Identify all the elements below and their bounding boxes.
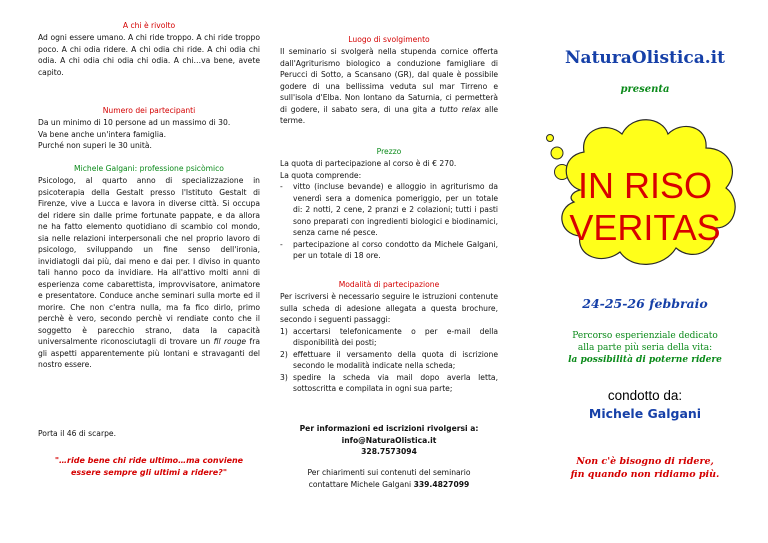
subtitle-line: alla parte più seria della vita: [577, 343, 713, 353]
subtitle-line: Percorso esperienziale dedicato [572, 331, 718, 341]
bio-text-a: Psicologo, al quarto anno di specializzazione in psicoterapia della Gestalt presso l'Istituto Gestalt di Firenze, vive a Lucca e lavora in diverse città. Si occupa del ridere sin dalle prime fortunate pappate, e da allora ne ha fatto elemento quotidiano di scambio col mondo, sia nelle relazioni interpersonali che nel proprio lavoro di psicologo, sviluppando un fine senso dell'ironia, invidiatogli dai più, dai meno e dai per. I diviso in quanto tali hanno poco da invidiare. Ha all'attivo molti anni di esperienza come cabarettista, improvvisatore, animatore e presentatore. Conduce anche seminari sulla morte ed il morire. Che non c'entra nulla, ma fa fico dirlo, primo perchè è vero, secondo perchè vi rendiate conto che il soggetto è parecchio strano, data la capacità universalmente riconosciutagli di trovare un [38, 176, 260, 346]
price-includes [280, 181, 498, 262]
conductor-name: Michele Galgani [588, 406, 702, 421]
title-line-2: VERITAS [569, 207, 721, 248]
middle-panel [280, 0, 498, 543]
list-item: 1) accertarsi telefonicamente o per e-mail della disponibilità dei posti; [280, 326, 498, 347]
info-block [280, 423, 498, 458]
venue-heading: Luogo di svolgimento [348, 35, 430, 44]
left-panel [38, 0, 260, 543]
list-item: - partecipazione al corso condotto da Michele Galgani, per un totale di 18 ore. [280, 239, 498, 260]
participants-line: Purché non superi le 30 unità. [38, 141, 152, 150]
event-dates: 24-25-26 febbraio [582, 296, 708, 311]
participation-steps [280, 326, 498, 395]
price-line: La quota di partecipazione al corso è di € 270. [280, 159, 457, 168]
info-email[interactable]: info@NaturaOlistica.it [341, 435, 437, 445]
bio-last: Porta il 46 di scarpe. [38, 429, 116, 438]
list-item: - vitto (incluse bevande) e alloggio in agriturismo da venerdì sera a domenica pomeriggio, per un totale di: 2 notti, 2 cene, 2 pranzi e 2 colazioni; tutti i pasti sono preparati con ingredienti biologici e biodinamici, senza carne né pesce. [280, 182, 498, 237]
participation-text: Per iscriversi è necessario seguire le istruzioni contenute sulla scheda di adesione allegata a questa brochure, secondo i seguenti passaggi: [280, 292, 498, 324]
bio-heading: Michele Galgani: professione psicòmico [74, 164, 224, 173]
venue-text-main: Il seminario si svolgerà nella stupenda cornice offerta dall'Agriturismo biologico a conduzione famigliare di Perucci di Sotto, a Scansano (GR), dal quale è possibile godere di una bellissima veduta sul mar Tirreno e sull'isola d'Elba. Non lontano da Saturnia, ci permetterà di godere, il sabato sera, di una gita [280, 47, 498, 114]
info-phone: 328.7573094 [361, 447, 417, 456]
participants-heading: Numero dei partecipanti [102, 106, 196, 115]
price-block [280, 158, 498, 262]
participation-block [280, 291, 498, 395]
list-item: 3) spedire la scheda via mail dopo averla letta, sottoscritta e compilata in ogni sua parte; [280, 372, 498, 393]
contact-name: contattare Michele Galgani [308, 479, 412, 489]
participants-line: Da un minimo di 10 persone ad un massimo di 30. [38, 118, 231, 127]
contact-block [280, 467, 498, 490]
bio-text [38, 175, 260, 371]
venue-text-end: alle terme. [280, 104, 498, 125]
thought-bubble-medium [551, 147, 563, 159]
subtitle-emphasis: la possibilità di poterne ridere [568, 355, 722, 365]
title-line-1: IN RISO [577, 165, 712, 206]
target-heading: A chi è rivolto [122, 21, 176, 30]
contact-line: Per chiarimenti sui contenuti del seminario [307, 468, 471, 477]
presenta-label: presenta [620, 84, 670, 95]
info-line: Per informazioni ed iscrizioni rivolgersi a: [299, 424, 479, 433]
cover-panel [540, 0, 750, 543]
subtitle-block [540, 330, 750, 366]
brand-logo: NaturaOlistica.it [565, 48, 725, 68]
conducted-by-label: condotto da: [607, 388, 683, 403]
price-heading: Prezzo [376, 147, 402, 156]
list-item: 2) effettuare il versamento della quota di iscrizione secondo le modalità indicate nella scheda; [280, 349, 498, 370]
quote: "…ride bene chi ride ultimo…ma conviene essere sempre gli ultimi a ridere?" [54, 456, 244, 477]
thought-bubble-small [547, 135, 554, 142]
venue-em: a tutto relax [430, 104, 481, 114]
contact-line [280, 479, 498, 491]
venue-text [280, 46, 498, 127]
participation-heading: Modalità di partecipazione [338, 280, 440, 289]
target-text: Ad ogni essere umano. A chi ride troppo. A chi ride troppo poco. A chi odia ridere. A chi odia chi ride. A chi odia chi odia. A chi odia chi odia chi odia. A chi…va bene, avete capito. [38, 33, 260, 77]
contact-phone: 339.4827099 [413, 479, 470, 489]
motto-line: fin quando non ridiamo più. [570, 469, 720, 480]
participants-text [38, 117, 260, 152]
price-line: La quota comprende: [280, 170, 362, 180]
bio-em: fil rouge [213, 337, 247, 346]
motto [540, 455, 750, 481]
motto-line: Non c'è bisogno di ridere, [576, 456, 714, 467]
bio-text-b: fra gli aspetti apparentemente più lontani e stravaganti del nostro essere. [38, 337, 260, 369]
participants-line: Va bene anche un'intera famiglia. [38, 129, 167, 139]
